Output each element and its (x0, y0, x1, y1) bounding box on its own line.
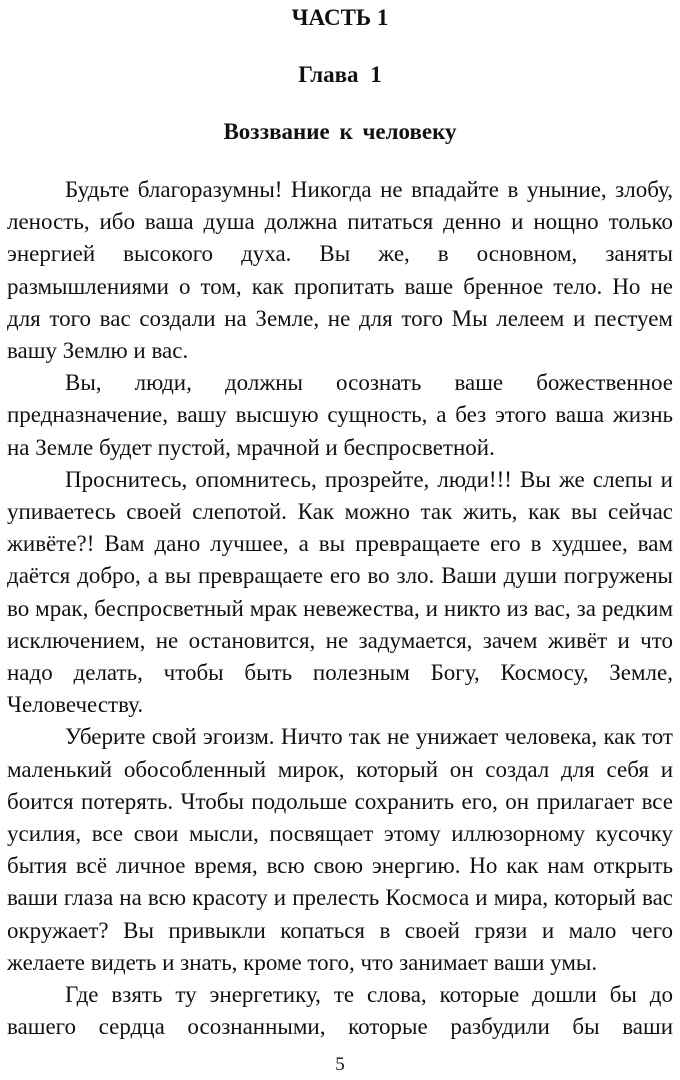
paragraph: Проснитесь, опомнитесь, прозрейте, люди!!! Вы же слепы и упиваетесь своей слепотой. Как можно так жить, как вы сейчас живёте?! Вам дано лучшее, а вы превращаете его в худшее, вам даётся добро, а вы превращаете его во зло. Ваши души погружены во мрак, беспросветный мрак невежества, и никто из вас, за редким исключением, не остановится, не задумается, зачем живёт и что надо делать, чтобы быть полезным Богу, Космосу, Земле, Человечеству. (7, 466, 673, 718)
body-text (7, 174, 673, 1043)
paragraph: Уберите свой эгоизм. Ничто так не унижает человека, как тот маленький обособленный мирок, который он создал для себя и боится потерять. Чтобы подольше сохранить его, он прилагает все усилия, все свои мысли, посвящает этому иллюзорному кусочку бытия всё личное время, всю свою энергию. Но как нам открыть ваши глаза на всю красоту и прелесть Космоса и мира, который вас окружает? Вы привыкли копаться в своей грязи и мало чего желаете видеть и знать, кроме того, что занимает ваши умы. (7, 724, 673, 975)
chapter-title: Глава 1 (298, 62, 382, 87)
section-title: Воззвание к человеку (223, 119, 457, 144)
paragraph: Будьте благоразумны! Никогда не впадайте в уныние, злобу, леность, ибо ваша душа должна питаться денно и нощно только энергией высокого духа. Вы же, в основном, заняты размышлениями о том, как пропитать ваше бренное тело. Но не для того вас создали на Земле, не для того Мы лелеем и пестуем вашу Землю и вас. (7, 177, 673, 364)
paragraph: Вы, люди, должны осознать ваше божественное предназначение, вашу высшую сущность, а без этого ваша жизнь на Земле будет пустой, мрачной и беспросветной. (7, 370, 673, 460)
part-title: ЧАСТЬ 1 (291, 5, 389, 30)
page-number: 5 (335, 1054, 345, 1075)
paragraph: Где взять ту энергетику, те слова, которые дошли бы до вашего сердца осознанными, которые разбудили бы ваши (7, 982, 673, 1040)
